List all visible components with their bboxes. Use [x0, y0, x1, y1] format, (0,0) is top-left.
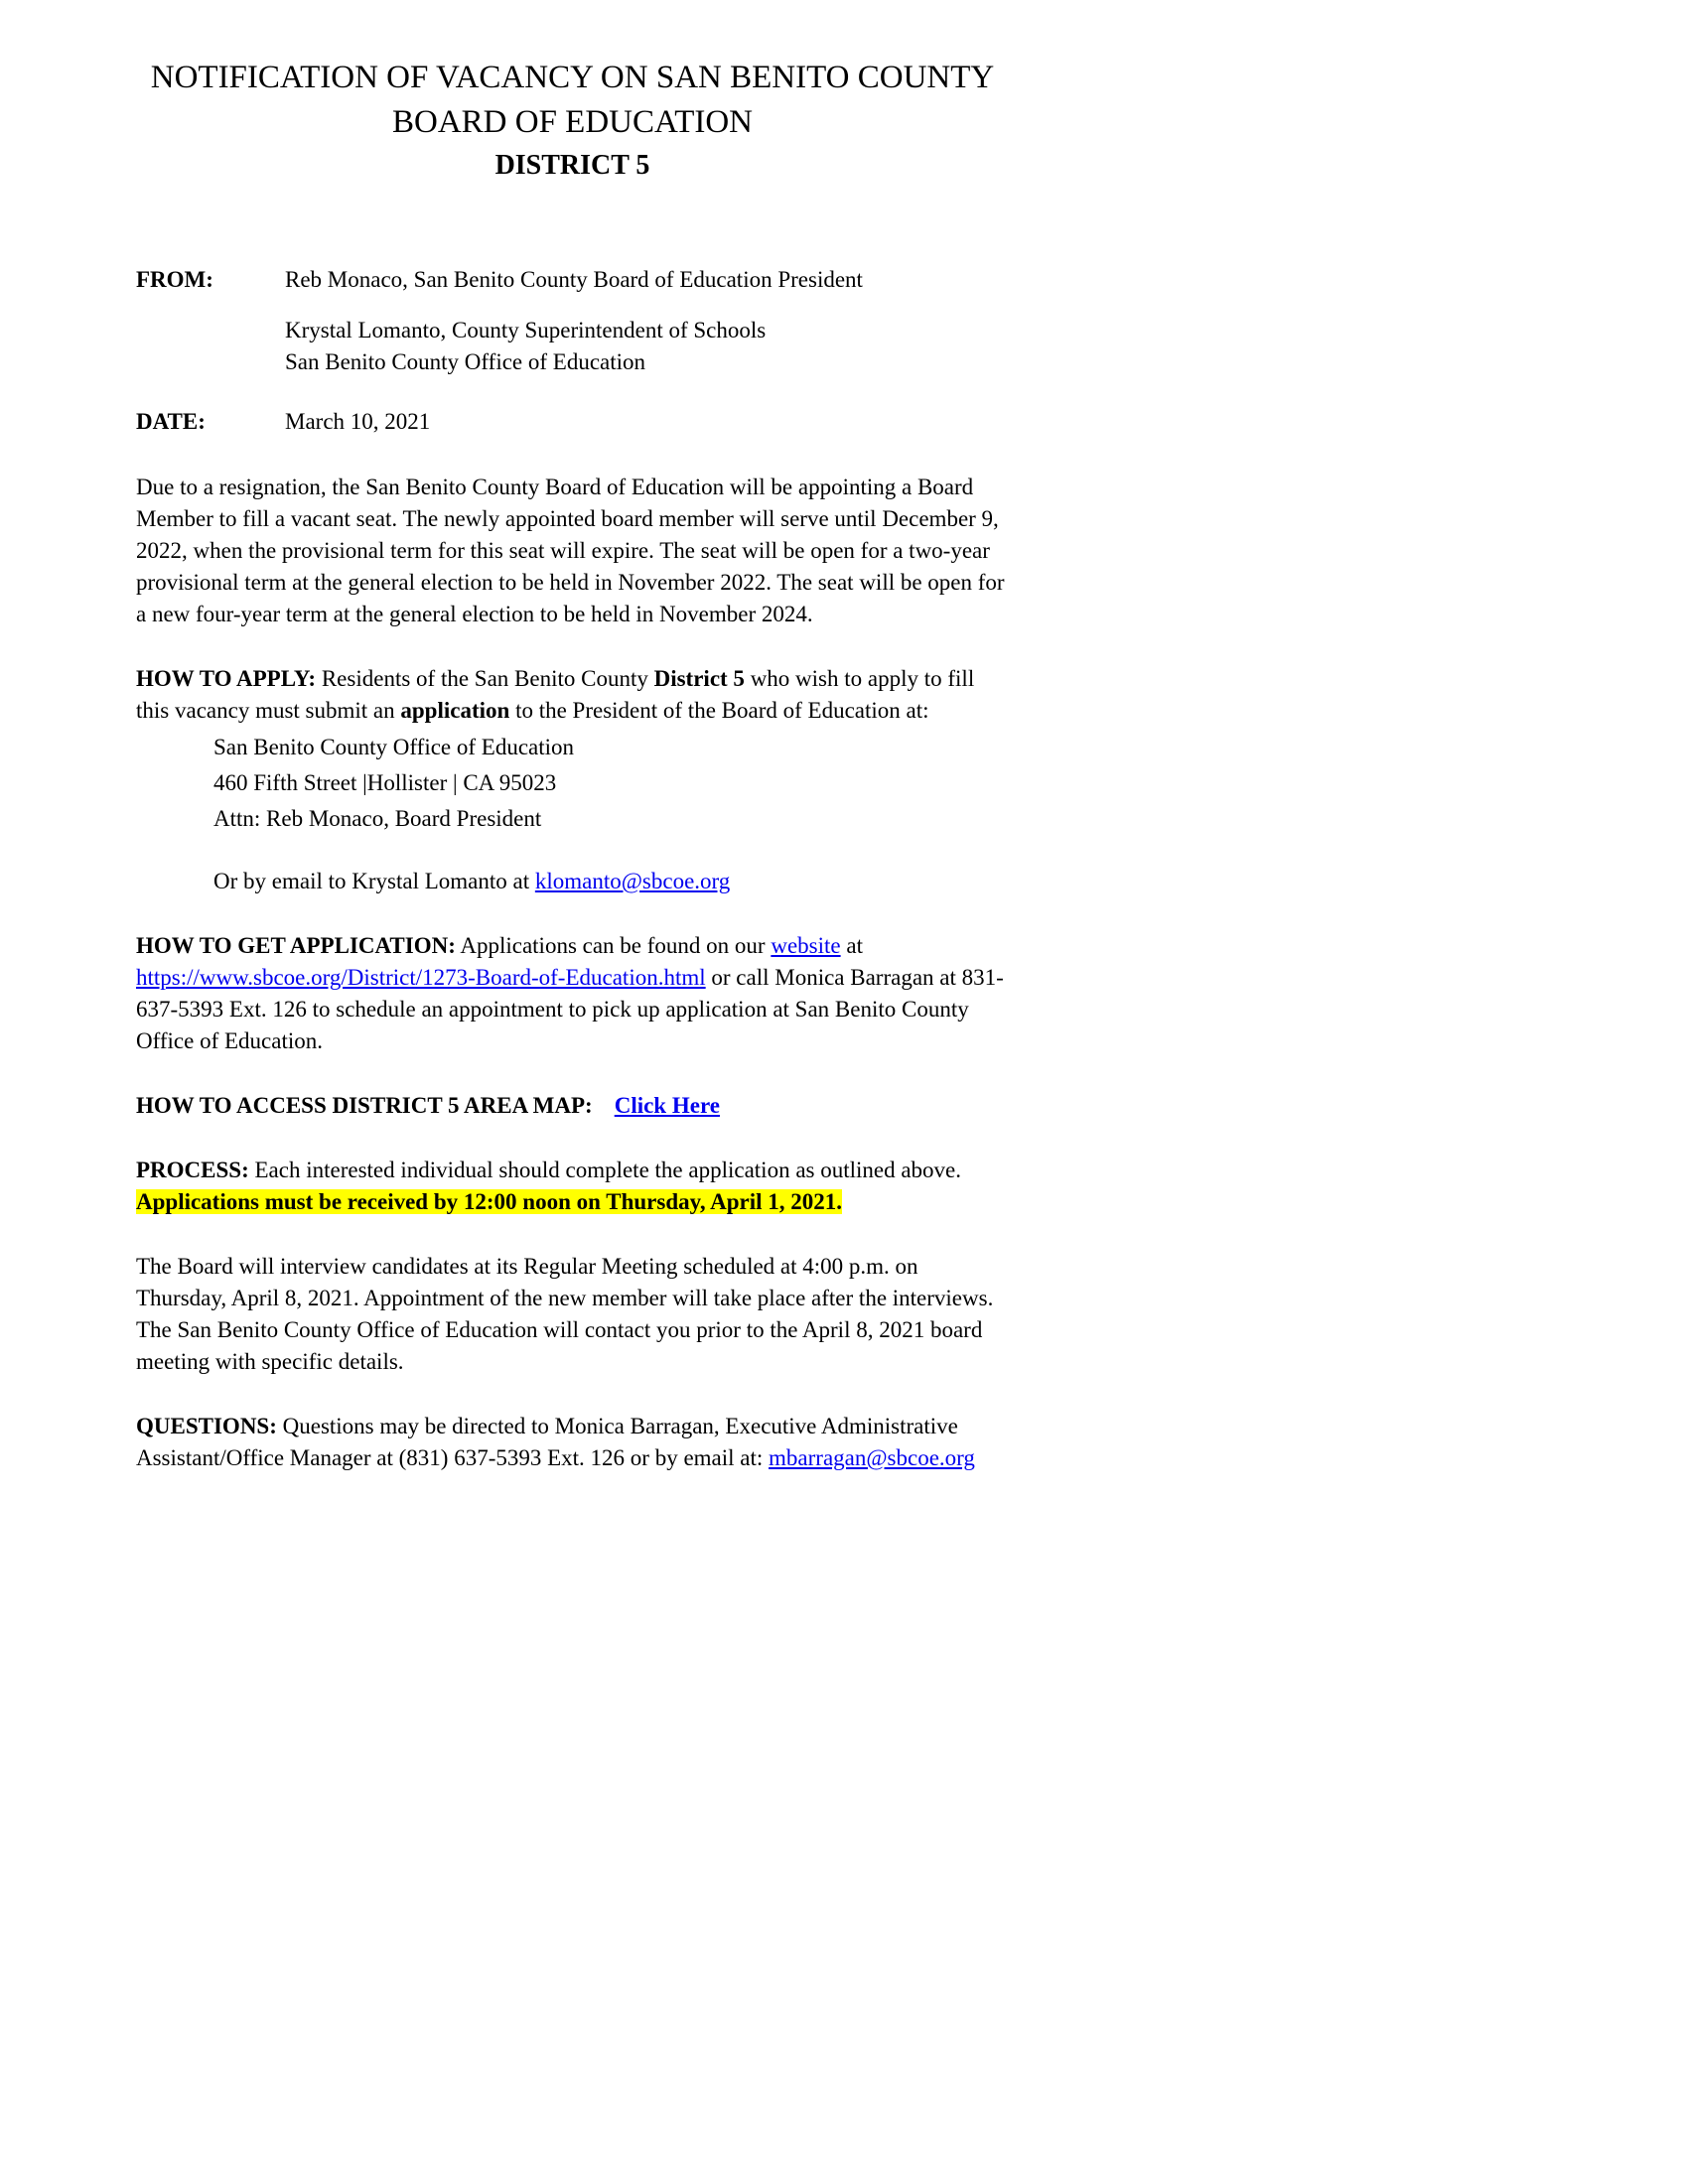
document-content: [0, 0, 1009, 1474]
email-line: [136, 866, 1009, 897]
mbarragan-email-link[interactable]: mbarragan@sbcoe.org: [769, 1445, 975, 1470]
how-to-get-text-3: or call Monica Barragan at 831-637-5393 Ext. 126 to schedule an appointment to pick up application at San Benito County Office of Education.: [136, 965, 1004, 1053]
how-to-get-text-2: at: [840, 933, 863, 958]
how-to-apply-district-bold: District 5: [653, 666, 745, 691]
how-to-apply-application-bold: application: [400, 698, 510, 723]
questions-label: QUESTIONS:: [136, 1414, 277, 1438]
interview-paragraph: The Board will interview candidates at its Regular Meeting scheduled at 4:00 p.m. on Thursday, April 8, 2021. Appointment of the new member will take place after the interviews. The San Benito County Office of Education will contact you prior to the April 8, 2021 board meeting with specific details.: [136, 1254, 994, 1374]
how-to-apply-label: HOW TO APPLY:: [136, 666, 317, 691]
from-line-1: Reb Monaco, San Benito County Board of Education President: [285, 267, 863, 292]
process-section: [136, 1155, 1009, 1218]
klomanto-email-link[interactable]: klomanto@sbcoe.org: [534, 869, 731, 893]
questions-text: Questions may be directed to Monica Barragan, Executive Administrative Assistant/Office Manager at (831) 637-5393 Ext. 126 or by email at:: [136, 1414, 958, 1470]
how-to-apply-section: [136, 663, 1009, 897]
address-block: [136, 730, 1009, 837]
from-row: [136, 264, 1009, 296]
how-to-apply-text-2: who wish to apply to fill this vacancy must submit an: [136, 666, 975, 723]
title-line-2: BOARD OF EDUCATION: [391, 104, 754, 140]
how-to-get-paragraph: [136, 930, 1009, 1057]
address-line-1: San Benito County Office of Education: [213, 735, 575, 759]
from-line-2: Krystal Lomanto, County Superintendent of Schools: [285, 318, 767, 342]
how-to-apply-paragraph: [136, 663, 1009, 727]
document-title: [136, 56, 1009, 187]
website-link[interactable]: website: [771, 933, 841, 958]
email-line-text: Or by email to Krystal Lomanto at: [213, 869, 535, 893]
area-map-label: HOW TO ACCESS DISTRICT 5 AREA MAP:: [136, 1093, 593, 1118]
process-text: Each interested individual should complete the application as outlined above.: [248, 1158, 962, 1182]
process-deadline-line: [136, 1186, 1009, 1218]
deadline-highlight: Applications must be received by 12:00 noon on Thursday, April 1, 2021.: [136, 1189, 842, 1214]
process-label: PROCESS:: [136, 1158, 249, 1182]
questions-paragraph: [136, 1411, 1009, 1474]
address-line-2: 460 Fifth Street |Hollister | CA 95023: [213, 770, 557, 795]
click-here-link[interactable]: Click Here: [614, 1093, 720, 1118]
title-line-1: NOTIFICATION OF VACANCY ON SAN BENITO COUNTY: [150, 60, 995, 95]
application-url-link[interactable]: https://www.sbcoe.org/District/1273-Board-of-Education.html: [136, 965, 706, 990]
how-to-apply-text-3: to the President of the Board of Education at:: [509, 698, 929, 723]
from-label: FROM:: [136, 267, 213, 292]
date-row: [136, 406, 1009, 438]
intro-paragraph: Due to a resignation, the San Benito County Board of Education will be appointing a Board Member to fill a vacant seat. The newly appointed board member will serve until December 9, 2022, when the provisional term for this seat will expire. The seat will be open for a two-year provisional term at the general election to be held in November 2022. The seat will be open for a new four-year term at the general election to be held in November 2024.: [136, 475, 1005, 626]
how-to-get-label: HOW TO GET APPLICATION:: [136, 933, 456, 958]
how-to-get-text-1: Applications can be found on our: [455, 933, 772, 958]
address-line-3: Attn: Reb Monaco, Board President: [213, 806, 542, 831]
date-value: March 10, 2021: [285, 409, 431, 434]
title-district: DISTRICT 5: [494, 150, 650, 181]
date-label: DATE:: [136, 409, 206, 434]
from-line-3: San Benito County Office of Education: [285, 349, 646, 374]
area-map-line: [136, 1090, 1009, 1122]
how-to-apply-text-1: Residents of the San Benito County: [316, 666, 654, 691]
process-line: [136, 1155, 1009, 1186]
